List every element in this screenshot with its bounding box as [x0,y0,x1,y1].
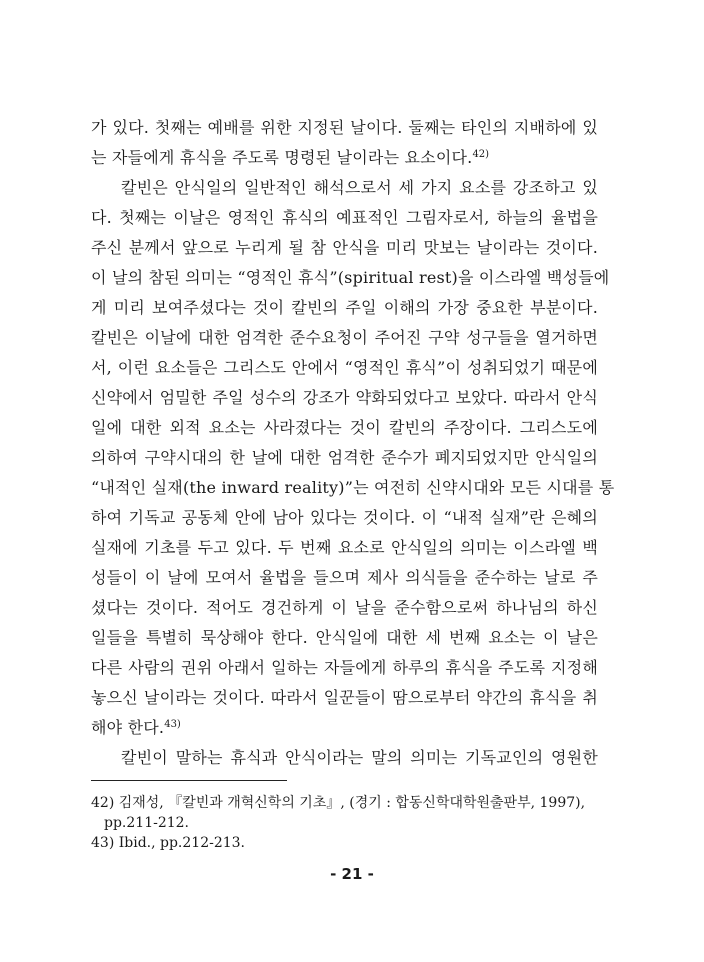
footnote-divider [91,780,287,781]
body-line-11 [91,418,598,438]
body-line-12 [91,448,598,468]
body-line-13 [91,478,615,498]
body-line-10 [91,388,598,408]
line-text: “내적인 실재(the inward reality)”는 여전히 신약시대와 모든 시대를 통 [91,478,615,497]
body-line-20 [91,688,598,708]
line-text: 해야 한다. [91,718,165,737]
footnote-43: 43) Ibid., pp.212-213. [91,835,246,851]
body-line-21 [91,718,598,738]
body-line-2 [91,148,598,168]
body-line-18 [91,628,598,648]
body-line-4 [91,208,598,228]
line-text: 놓으신 날이라는 것이다. 따라서 일꾼들이 땀으로부터 약간의 휴식을 취 [91,688,598,707]
line-text: 게 미리 보여주셨다는 것이 칼빈의 주일 이해의 가장 중요한 부분이다. [91,298,598,317]
page-number: - 21 - [330,865,374,883]
line-text: 칼빈은 이날에 대한 엄격한 준수요청이 주어진 구약 성구들을 열거하면 [91,328,598,347]
line-text: 신약에서 엄밀한 주일 성수의 강조가 약화되었다고 보았다. 따라서 안식 [91,388,598,407]
body-line-1 [91,118,598,138]
body-line-6 [91,268,610,288]
line-text: 하여 기독교 공동체 안에 남아 있다는 것이다. 이 “내적 실재”란 은혜의 [91,508,598,527]
line-text: 실재에 기초를 두고 있다. 두 번째 요소로 안식일의 의미는 이스라엘 백 [91,538,598,557]
body-line-16 [91,568,598,588]
body-line-3 [121,178,598,198]
line-text: 칼빈이 말하는 휴식과 안식이라는 말의 의미는 기독교인의 영원한 [121,748,598,767]
line-text: 가 있다. 첫째는 예배를 위한 지정된 날이다. 둘째는 타인의 지배하에 있 [91,118,598,137]
body-line-17 [91,598,598,618]
line-text: 이 날의 참된 의미는 “영적인 휴식”(spiritual rest)을 이스라엘 백성들에 [91,268,610,287]
line-text: 칼빈은 안식일의 일반적인 해석으로서 세 가지 요소를 강조하고 있 [121,178,598,197]
body-line-8 [91,328,598,348]
body-line-7 [91,298,598,318]
body-line-9 [91,358,598,378]
footnote-42-continued: pp.211-212. [104,815,189,831]
line-text: 일들을 특별히 묵상해야 한다. 안식일에 대한 세 번째 요소는 이 날은 [91,628,598,647]
line-text: 성들이 이 날에 모여서 율법을 들으며 제사 의식들을 준수하는 날로 주 [91,568,598,587]
body-line-5 [91,238,598,258]
body-line-22 [121,748,598,768]
line-text: 다. 첫째는 이날은 영적인 휴식의 예표적인 그림자로서, 하늘의 율법을 [91,208,598,227]
body-line-15 [91,538,598,558]
footnote-ref-43: 43) [164,719,181,730]
line-text: 주신 분께서 앞으로 누리게 될 참 안식을 미리 맛보는 날이라는 것이다. [91,238,598,257]
line-text: 셨다는 것이다. 적어도 경건하게 이 날을 준수함으로써 하나님의 하신 [91,598,598,617]
line-text: 일에 대한 외적 요소는 사라졌다는 것이 칼빈의 주장이다. 그리스도에 [91,418,598,437]
footnote-42: 42) 김재성, 『칼빈과 개혁신학의 기초』, (경기 : 합동신학대학원출판부, 1997), [91,795,586,811]
line-text: 는 자들에게 휴식을 주도록 명령된 날이라는 요소이다. [91,148,473,167]
body-line-14 [91,508,598,528]
line-text: 서, 이런 요소들은 그리스도 안에서 “영적인 휴식”이 성취되었기 때문에 [91,358,598,377]
footnote-ref-42: 42) [472,149,490,160]
line-text: 다른 사람의 권위 아래서 일하는 자들에게 하루의 휴식을 주도록 지정해 [91,658,598,677]
line-text: 의하여 구약시대의 한 날에 대한 엄격한 준수가 폐지되었지만 안식일의 [91,448,598,467]
body-line-19 [91,658,598,678]
